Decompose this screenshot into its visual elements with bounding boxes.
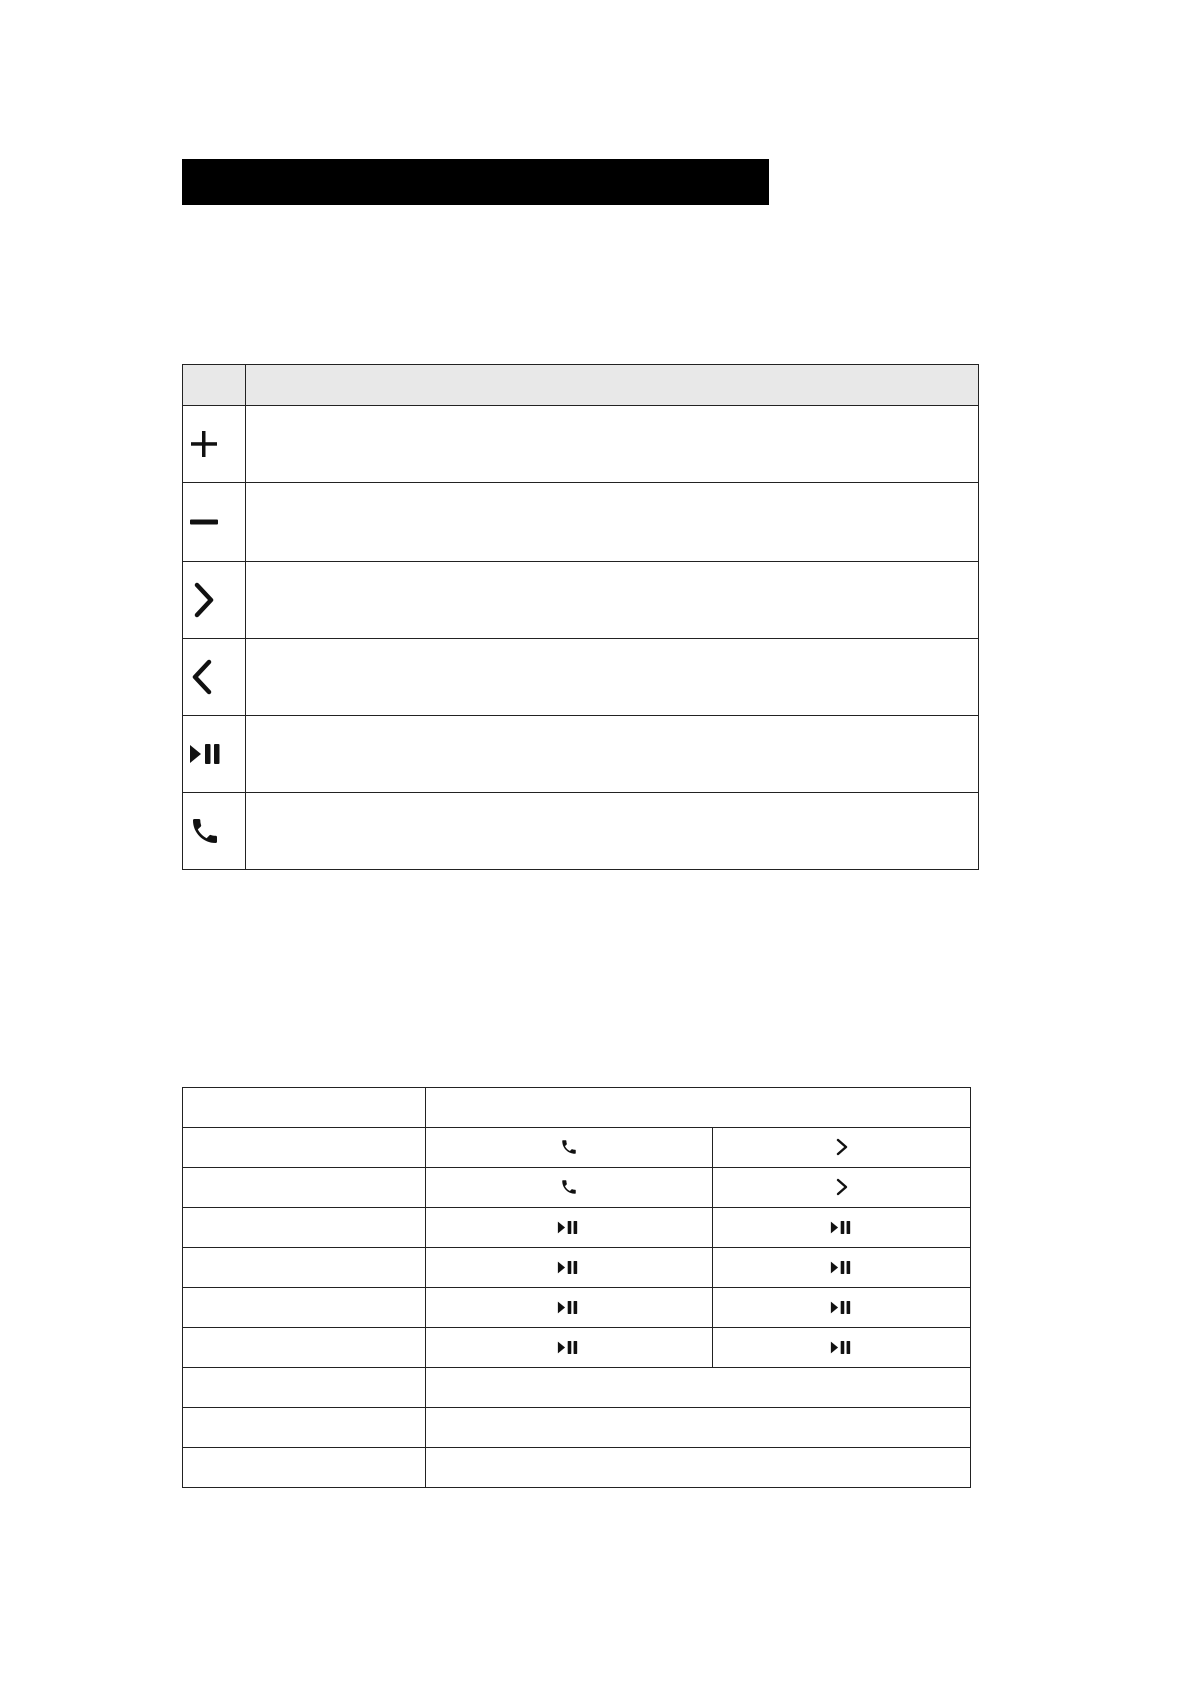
play-pause-icon (557, 1339, 581, 1356)
chevron-right-icon (835, 1138, 849, 1156)
function-row (183, 1208, 971, 1248)
legend-description-cell (246, 562, 979, 639)
function-icon-cell (426, 1248, 713, 1288)
phone-icon (560, 1178, 578, 1196)
title-bar (182, 159, 769, 205)
function-row (183, 1128, 971, 1168)
phone-icon (189, 815, 221, 847)
legend-description-cell (246, 483, 979, 562)
function-merged-cell (426, 1368, 971, 1408)
phone-icon (560, 1138, 578, 1156)
function-icon-cell (713, 1208, 971, 1248)
function-icon-cell (713, 1248, 971, 1288)
function-label-cell (183, 1408, 426, 1448)
function-header-row (183, 1088, 971, 1128)
button-legend-table (182, 364, 979, 870)
function-label-cell (183, 1448, 426, 1488)
legend-row-chevron-left (183, 639, 979, 716)
function-label-cell (183, 1208, 426, 1248)
legend-row-minus (183, 483, 979, 562)
legend-header-row (183, 365, 979, 406)
function-icon-cell (426, 1168, 713, 1208)
function-table (182, 1087, 971, 1488)
function-merged-cell (426, 1088, 971, 1128)
function-merged-cell (426, 1448, 971, 1488)
legend-icon-cell (183, 639, 246, 716)
legend-row-plus (183, 406, 979, 483)
legend-header-icon-cell (183, 365, 246, 406)
play-pause-icon (557, 1299, 581, 1316)
legend-row-phone (183, 793, 979, 870)
plus-icon (189, 429, 219, 459)
legend-icon-cell (183, 406, 246, 483)
function-label-cell (183, 1168, 426, 1208)
function-icon-cell (713, 1328, 971, 1368)
legend-row-play-pause (183, 716, 979, 793)
legend-icon-cell (183, 716, 246, 793)
play-pause-icon (557, 1259, 581, 1276)
function-row (183, 1168, 971, 1208)
chevron-left-icon (189, 659, 219, 695)
function-row (183, 1368, 971, 1408)
legend-description-cell (246, 406, 979, 483)
function-label-cell (183, 1248, 426, 1288)
function-label-cell (183, 1088, 426, 1128)
function-row (183, 1248, 971, 1288)
function-icon-cell (426, 1288, 713, 1328)
chevron-right-icon (835, 1178, 849, 1196)
play-pause-icon (830, 1259, 854, 1276)
legend-description-cell (246, 793, 979, 870)
function-label-cell (183, 1128, 426, 1168)
function-label-cell (183, 1288, 426, 1328)
legend-description-cell (246, 716, 979, 793)
play-pause-icon (830, 1339, 854, 1356)
play-pause-icon (830, 1299, 854, 1316)
function-icon-cell (426, 1328, 713, 1368)
play-pause-icon (830, 1219, 854, 1236)
function-label-cell (183, 1328, 426, 1368)
legend-icon-cell (183, 483, 246, 562)
legend-header-description-cell (246, 365, 979, 406)
function-icon-cell (713, 1128, 971, 1168)
legend-description-cell (246, 639, 979, 716)
play-pause-icon (557, 1219, 581, 1236)
legend-icon-cell (183, 562, 246, 639)
play-pause-icon (189, 741, 225, 767)
function-label-cell (183, 1368, 426, 1408)
function-icon-cell (426, 1128, 713, 1168)
function-icon-cell (426, 1208, 713, 1248)
function-row (183, 1448, 971, 1488)
function-row (183, 1408, 971, 1448)
function-icon-cell (713, 1168, 971, 1208)
function-row (183, 1328, 971, 1368)
function-icon-cell (713, 1288, 971, 1328)
minus-icon (189, 507, 219, 537)
function-row (183, 1288, 971, 1328)
legend-icon-cell (183, 793, 246, 870)
legend-row-chevron-right (183, 562, 979, 639)
chevron-right-icon (189, 582, 219, 618)
function-merged-cell (426, 1408, 971, 1448)
